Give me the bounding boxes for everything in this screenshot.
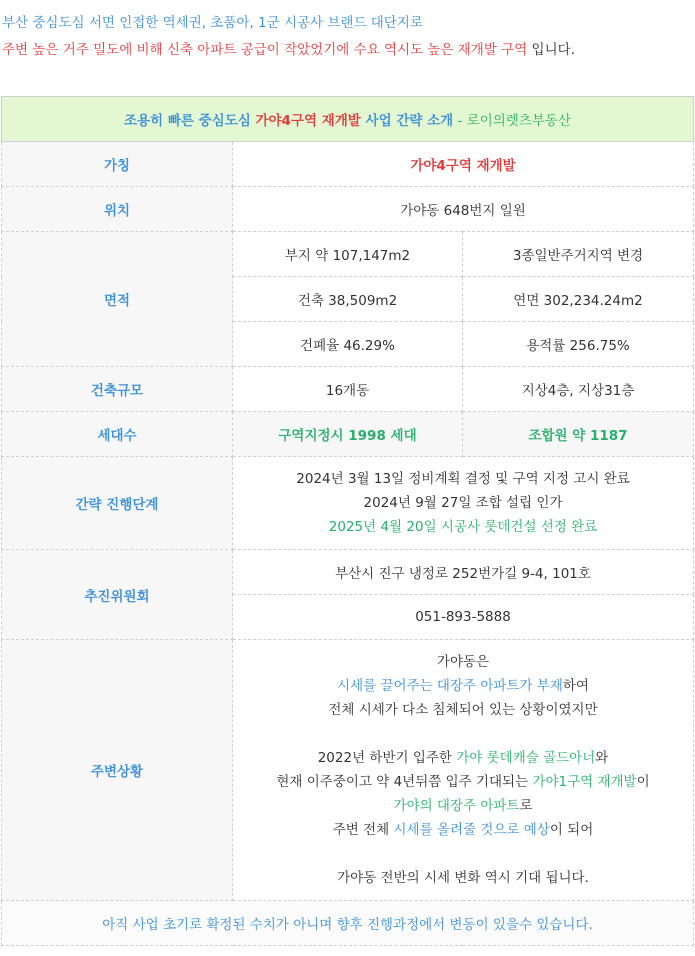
surroundings-highlight: 시세를 올려줄 것으로 예상	[393, 822, 550, 838]
scale-buildings: 16개동	[233, 367, 463, 412]
area-far: 용적률 256.75%	[463, 322, 694, 367]
row-label-name: 가칭	[2, 142, 233, 187]
table-footer-row	[2, 901, 694, 946]
surroundings-line	[243, 674, 683, 698]
table-row-area-1	[2, 232, 694, 277]
progress-step-1: 2024년 3월 13일 정비계획 결정 및 구역 지정 고시 완료	[296, 471, 630, 487]
row-value-name: 가야4구역 재개발	[233, 142, 694, 187]
surroundings-line: 전체 시세가 다소 침체되어 있는 상황이였지만	[328, 702, 598, 718]
progress-step-3: 2025년 4월 20일 시공사 롯데건설 선정 완료	[328, 519, 598, 535]
surroundings-text-part: 이 되어	[549, 822, 594, 838]
row-label-households: 세대수	[2, 412, 233, 457]
intro-text	[0, 0, 695, 64]
table-row-committee-1	[2, 550, 694, 595]
intro-line-2	[2, 37, 695, 64]
surroundings-line	[243, 818, 683, 842]
surroundings-text-part: 현재 이주중이고 약 4년뒤쯤 입주 기대되는	[276, 774, 533, 790]
surroundings-highlight: 가야의 대장주 아파트	[393, 798, 520, 814]
committee-address: 부산시 진구 냉정로 252번가길 9-4, 101호	[233, 550, 694, 595]
surroundings-text-part: 이	[636, 774, 650, 790]
progress-steps	[233, 457, 694, 550]
title-post: 사업 간략 소개	[360, 113, 454, 129]
intro-line-1: 부산 중심도심 서면 인접한 역세권, 초품아, 1군 시공사 브랜드 대단지로	[2, 15, 423, 31]
surroundings-text-part: 와	[595, 750, 609, 766]
row-label-location: 위치	[2, 187, 233, 232]
project-info-table	[1, 96, 694, 946]
surroundings-text-part: 2022년 하반기 입주한	[317, 750, 457, 766]
row-label-scale: 건축규모	[2, 367, 233, 412]
table-row-location	[2, 187, 694, 232]
title-pre: 조용히 빠른 중심도심	[124, 113, 256, 129]
row-label-surroundings: 주변상황	[2, 640, 233, 901]
surroundings-text	[233, 640, 694, 901]
households-members: 조합원 약 1187	[463, 412, 694, 457]
committee-phone: 051-893-5888	[233, 595, 694, 640]
area-zone: 3종일반주거지역 변경	[463, 232, 694, 277]
area-floor: 연면 302,234.24m2	[463, 277, 694, 322]
surroundings-line	[243, 746, 683, 770]
table-row-households	[2, 412, 694, 457]
area-building: 건축 38,509m2	[233, 277, 463, 322]
surroundings-spacer	[243, 842, 683, 866]
area-site: 부지 약 107,147m2	[233, 232, 463, 277]
table-title	[2, 97, 694, 142]
surroundings-highlight: 시세를 끌어주는 대장주 아파트가 부재	[337, 678, 563, 694]
table-header-row	[2, 97, 694, 142]
table-row-name	[2, 142, 694, 187]
row-label-committee: 추진위원회	[2, 550, 233, 640]
surroundings-spacer	[243, 722, 683, 746]
surroundings-highlight: 가야 롯데캐슬 골드아너	[456, 750, 596, 766]
title-agency: - 로이의렛츠부동산	[453, 113, 572, 129]
scale-floors: 지상4층, 지상31층	[463, 367, 694, 412]
row-label-area: 면적	[2, 232, 233, 367]
progress-step-2: 2024년 9월 27일 조합 설립 인가	[363, 495, 563, 511]
surroundings-text-part: 주변 전체	[332, 822, 394, 838]
title-highlight: 가야4구역 재개발	[255, 113, 361, 129]
area-coverage: 건폐율 46.29%	[233, 322, 463, 367]
row-value-location: 가야동 648번지 일원	[233, 187, 694, 232]
surroundings-line: 가야동은	[436, 654, 490, 670]
surroundings-text-part: 하여	[562, 678, 589, 694]
surroundings-highlight: 가야1구역 재개발	[532, 774, 637, 790]
table-row-surroundings	[2, 640, 694, 901]
intro-line-2-tail: 입니다.	[527, 42, 575, 58]
table-row-scale	[2, 367, 694, 412]
surroundings-line	[243, 794, 683, 818]
surroundings-line: 가야동 전반의 시세 변화 역시 기대 됩니다.	[337, 870, 589, 886]
surroundings-text-part: 로	[519, 798, 533, 814]
row-label-progress: 간략 진행단계	[2, 457, 233, 550]
footer-note: 아직 사업 초기로 확정된 수치가 아니며 향후 진행과정에서 변동이 있을수 있습니다.	[2, 901, 694, 946]
surroundings-line	[243, 770, 683, 794]
households-designated: 구역지정시 1998 세대	[233, 412, 463, 457]
table-row-progress	[2, 457, 694, 550]
intro-line-2-highlight: 주변 높은 거주 밀도에 비해 신축 아파트 공급이 작았었기에 수요 역시도 높은 재개발 구역	[2, 42, 528, 58]
